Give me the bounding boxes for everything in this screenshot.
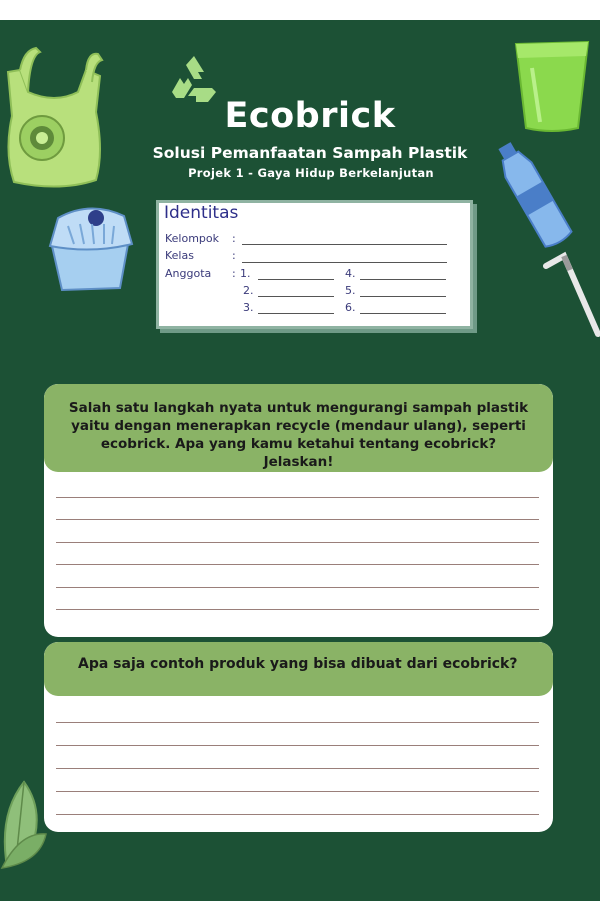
question-card-2 bbox=[44, 642, 553, 832]
member-number: 5. bbox=[345, 284, 356, 297]
members-label: Anggota bbox=[165, 267, 212, 280]
straw-icon bbox=[540, 242, 600, 338]
question-2-text: Apa saja contoh produk yang bisa dibuat dari ecobrick? bbox=[44, 642, 553, 696]
member-number: 4. bbox=[345, 267, 356, 280]
member-field[interactable] bbox=[360, 313, 446, 314]
class-field[interactable] bbox=[242, 262, 447, 263]
member-field[interactable] bbox=[258, 296, 334, 297]
page-title: Ecobrick bbox=[224, 96, 396, 136]
answer-line[interactable] bbox=[56, 722, 539, 723]
answer-line[interactable] bbox=[56, 791, 539, 792]
project-label: Projek 1 - Gaya Hidup Berkelanjutan bbox=[188, 166, 434, 180]
answer-line[interactable] bbox=[56, 564, 539, 565]
group-label: Kelompok bbox=[165, 232, 220, 245]
member-field[interactable] bbox=[360, 279, 446, 280]
class-label: Kelas bbox=[165, 249, 194, 262]
answer-line[interactable] bbox=[56, 814, 539, 815]
group-field[interactable] bbox=[242, 244, 447, 245]
identity-heading: Identitas bbox=[164, 203, 239, 223]
answer-line[interactable] bbox=[56, 745, 539, 746]
member-number: 1. bbox=[240, 267, 251, 280]
answer-line[interactable] bbox=[56, 497, 539, 498]
answer-line[interactable] bbox=[56, 542, 539, 543]
worksheet-page bbox=[0, 20, 600, 901]
member-number: 3. bbox=[243, 301, 254, 314]
separator: : bbox=[232, 267, 236, 280]
answer-line[interactable] bbox=[56, 768, 539, 769]
food-container-icon bbox=[44, 196, 136, 296]
member-field[interactable] bbox=[360, 296, 446, 297]
member-field[interactable] bbox=[258, 313, 334, 314]
page-subtitle: Solusi Pemanfaatan Sampah Plastik bbox=[152, 144, 468, 162]
answer-line[interactable] bbox=[56, 587, 539, 588]
question-card-1 bbox=[44, 384, 553, 637]
separator: : bbox=[232, 249, 236, 262]
answer-line[interactable] bbox=[56, 609, 539, 610]
separator: : bbox=[232, 232, 236, 245]
question-1-text: Salah satu langkah nyata untuk mengurangi sampah plastik yaitu dengan menerapkan recycle (mendaur ulang), seperti ecobrick. Apa yang kamu ketahui tentang ecobrick? Jelaskan! bbox=[44, 384, 553, 472]
member-number: 2. bbox=[243, 284, 254, 297]
answer-line[interactable] bbox=[56, 519, 539, 520]
member-number: 6. bbox=[345, 301, 356, 314]
member-field[interactable] bbox=[258, 279, 334, 280]
